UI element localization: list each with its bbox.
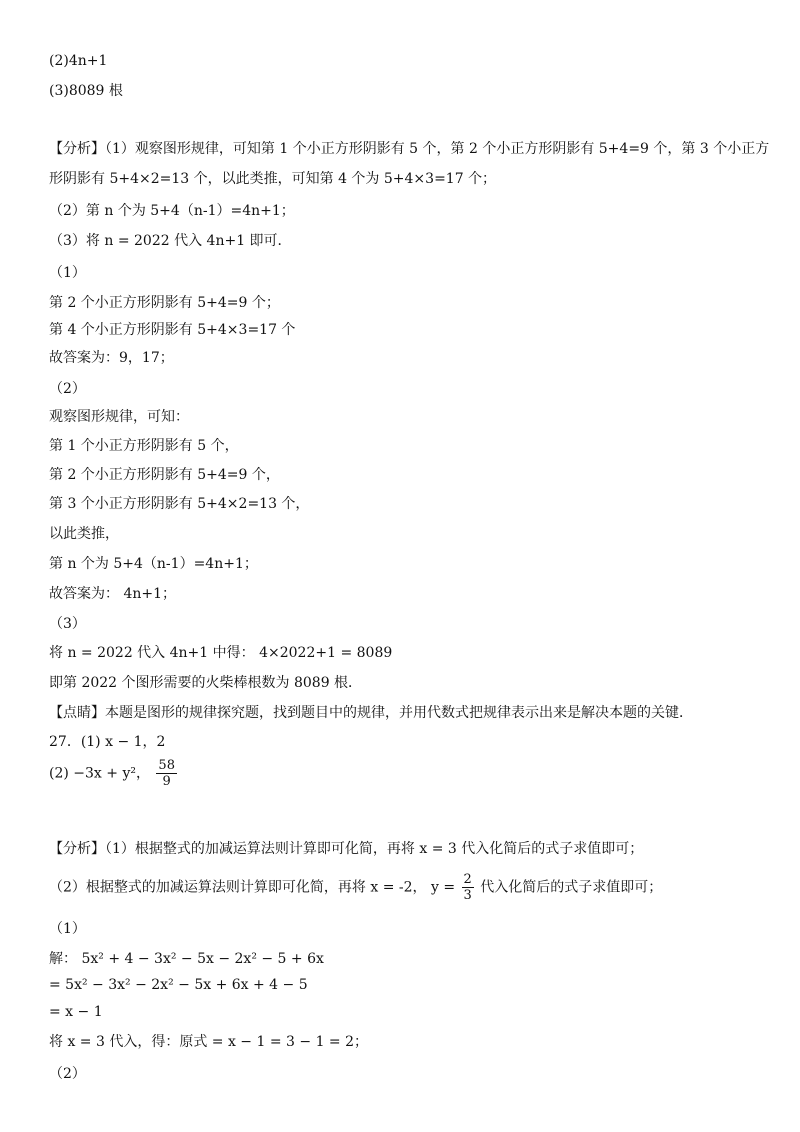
solution-line: 第 2 个小正方形阴影有 5+4=9 个； (49, 295, 280, 311)
answer-27-part-2 (49, 758, 179, 789)
solution-line: 以此类推， (49, 526, 119, 542)
analysis-27-step-2-tail: 代入化简后的式子求值即可； (480, 879, 663, 896)
solution-line: 第 3 个小正方形阴影有 5+4×2=13 个， (49, 496, 310, 512)
analysis-27-step-2-text: （2）根据整式的加减运算法则计算即可化简，再将 x = -2， y = (49, 879, 456, 896)
comment-26: 【点睛】本题是图形的规律探究题，找到题目中的规律，并用代数式把规律表示出来是解决本题的关键． (49, 705, 693, 721)
analysis-26-step-3: （3）将 n = 2022 代入 4n+1 即可． (49, 233, 292, 249)
solution-27-line: = 5x² − 3x² − 2x² − 5x + 6x + 4 − 5 (49, 977, 308, 993)
solution-line: 即第 2022 个图形需要的火柴棒根数为 8089 根． (49, 675, 363, 691)
solution-line: 第 2 个小正方形阴影有 5+4=9 个， (49, 467, 280, 483)
solution-27-line: 将 x = 3 代入，得：原式 = x − 1 = 3 − 1 = 2； (49, 1034, 369, 1050)
analysis-27-step-2 (49, 872, 662, 903)
fraction-numerator: 2 (463, 872, 472, 887)
solution-part-1-label: （1） (49, 265, 86, 281)
solution-27-line: 解： 5x² + 4 − 3x² − 5x − 2x² − 5 + 6x (49, 951, 324, 967)
solution-line: 故答案为：9，17； (49, 350, 174, 366)
solution-27-part-2-label: （2） (49, 1066, 86, 1082)
solution-27-part-1-label: （1） (49, 921, 86, 937)
solution-part-3-label: （3） (49, 616, 86, 632)
solution-line: 将 n = 2022 代入 4n+1 中得： 4×2022+1 = 8089 (49, 645, 393, 661)
answer-part-2: (2)4n+1 (49, 53, 108, 69)
analysis-26-line-1: 【分析】（1）观察图形规律，可知第 1 个小正方形阴影有 5 个，第 2 个小正方形阴影有 5+4=9 个，第 3 个小正方 (49, 141, 770, 157)
solution-part-2-label: （2） (49, 381, 86, 397)
solution-line: 第 4 个小正方形阴影有 5+4×3=17 个 (49, 322, 296, 338)
fraction-denominator: 3 (463, 888, 472, 903)
analysis-27-step-1: 【分析】（1）根据整式的加减运算法则计算即可化简，再将 x = 3 代入化简后的式子求值即可； (49, 841, 644, 857)
answer-27-part-2-expr: (2) −3x + y²， (49, 765, 150, 782)
solution-27-line: = x − 1 (49, 1004, 103, 1020)
fraction-58-9 (156, 758, 177, 789)
analysis-26-line-2: 形阴影有 5+4×2=13 个，以此类推，可知第 4 个为 5+4×3=17 个； (49, 171, 497, 187)
fraction-denominator: 9 (162, 774, 171, 789)
solution-line: 第 1 个小正方形阴影有 5 个， (49, 438, 239, 454)
analysis-26-step-2: （2）第 n 个为 5+4（n-1）=4n+1； (49, 203, 295, 219)
fraction-2-3 (462, 872, 474, 903)
fraction-numerator: 58 (158, 758, 175, 773)
answer-part-3: (3)8089 根 (49, 83, 123, 99)
solution-line: 观察图形规律，可知： (49, 409, 189, 425)
solution-line: 第 n 个为 5+4（n-1）=4n+1； (49, 556, 258, 572)
solution-line: 故答案为： 4n+1； (49, 586, 177, 602)
answer-27-part-1: 27．(1) x − 1，2 (49, 734, 166, 750)
